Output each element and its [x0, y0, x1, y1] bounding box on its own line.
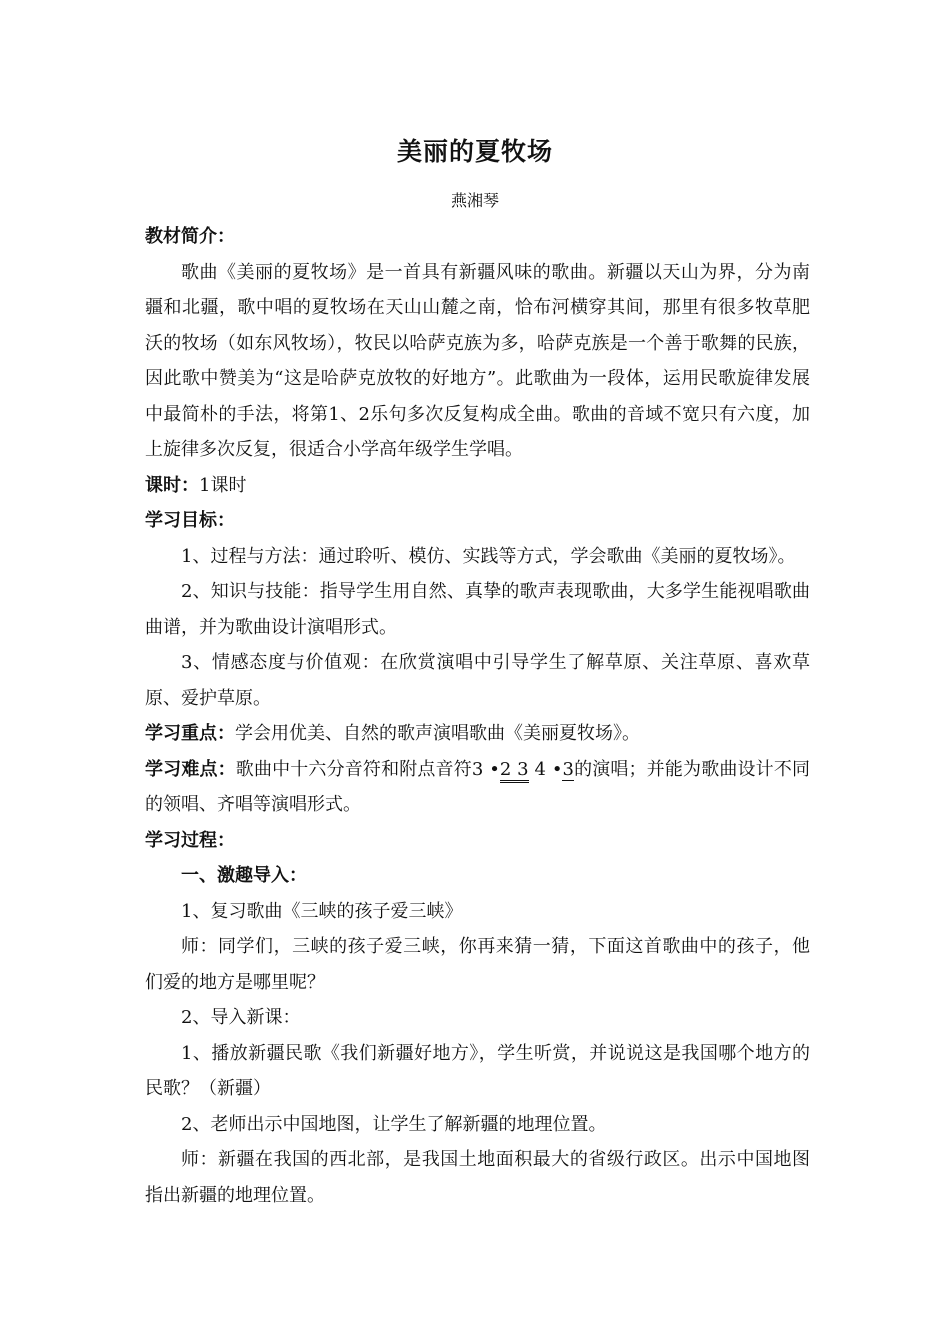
eighth-note: 3	[562, 758, 574, 780]
period-label: 课时：	[145, 474, 199, 496]
teacher-line-2: 师：新疆在我国的西北部，是我国土地面积最大的省级行政区。出示中国地图指出新疆的地理位置。	[145, 1149, 810, 1206]
dot-mark: •	[489, 758, 500, 780]
step-2: 2、导入新课：	[181, 1007, 301, 1028]
document-author: 燕湘琴	[450, 191, 499, 210]
step-1: 1、复习歌曲《三峡的孩子爱三峡》	[181, 900, 463, 922]
step-2-1: 1、播放新疆民歌《我们新疆好地方》，学生听赏，并说说这是我国哪个地方的民歌？（新疆）	[145, 1042, 810, 1099]
goals-heading: 学习目标：	[145, 510, 235, 531]
difficulty-text-post: 的演唱；并能为歌曲设计不同的领唱、齐唱等演唱形式。	[145, 758, 810, 815]
teacher-line-1: 师：同学们，三峡的孩子爱三峡，你再来猜一猜，下面这首歌曲中的孩子，他们爱的地方是哪里呢？	[145, 936, 810, 993]
document-title: 美丽的夏牧场	[396, 137, 553, 166]
difficulty-line	[145, 752, 810, 823]
period-line	[145, 468, 810, 504]
difficulty-text-pre: 歌曲中十六分音符和附点音符3	[235, 758, 490, 780]
intro-heading: 教材简介：	[145, 226, 235, 247]
key-point-text: 学会用优美、自然的歌声演唱歌曲《美丽夏牧场》。	[235, 723, 640, 744]
dot-mark: •	[551, 758, 563, 780]
sixteenth-notes: 2 3	[500, 759, 529, 783]
difficulty-text-mid: 4	[528, 758, 552, 780]
goal-item-1: 1、过程与方法：通过聆听、模仿、实践等方式，学会歌曲《美丽的夏牧场》。	[181, 545, 796, 567]
section-1-heading: 一、激趣导入：	[181, 865, 307, 886]
key-point-line	[145, 716, 810, 752]
period-value: 1课时	[199, 474, 247, 496]
goal-item-3: 3、情感态度与价值观：在欣赏演唱中引导学生了解草原、关注草原、喜欢草原、爱护草原。	[145, 652, 810, 709]
process-heading: 学习过程：	[145, 829, 235, 851]
intro-paragraph: 歌曲《美丽的夏牧场》是一首具有新疆风味的歌曲。新疆以天山为界，分为南疆和北疆，歌中唱的夏牧场在天山山麓之南，恰布河横穿其间，那里有很多牧草肥沃的牧场（如东风牧场），牧民以哈萨克族为多，哈萨克族是一个善于歌舞的民族，因此歌中赞美为“这是哈萨克放牧的好地方”。此歌曲为一段体，运用民歌旋律发展中最简朴的手法，将第1、2乐句多次反复构成全曲。歌曲的音域不宽只有六度，加上旋律多次反复，很适合小学高年级学生学唱。	[145, 261, 810, 460]
key-point-label: 学习重点：	[145, 723, 235, 744]
step-2-2: 2、老师出示中国地图，让学生了解新疆的地理位置。	[181, 1113, 607, 1135]
difficulty-label: 学习难点：	[145, 758, 236, 780]
document-body	[145, 219, 810, 1213]
goal-item-2: 2、知识与技能：指导学生用自然、真挚的歌声表现歌曲，大多学生能视唱歌曲曲谱，并为歌曲设计演唱形式。	[145, 581, 810, 638]
